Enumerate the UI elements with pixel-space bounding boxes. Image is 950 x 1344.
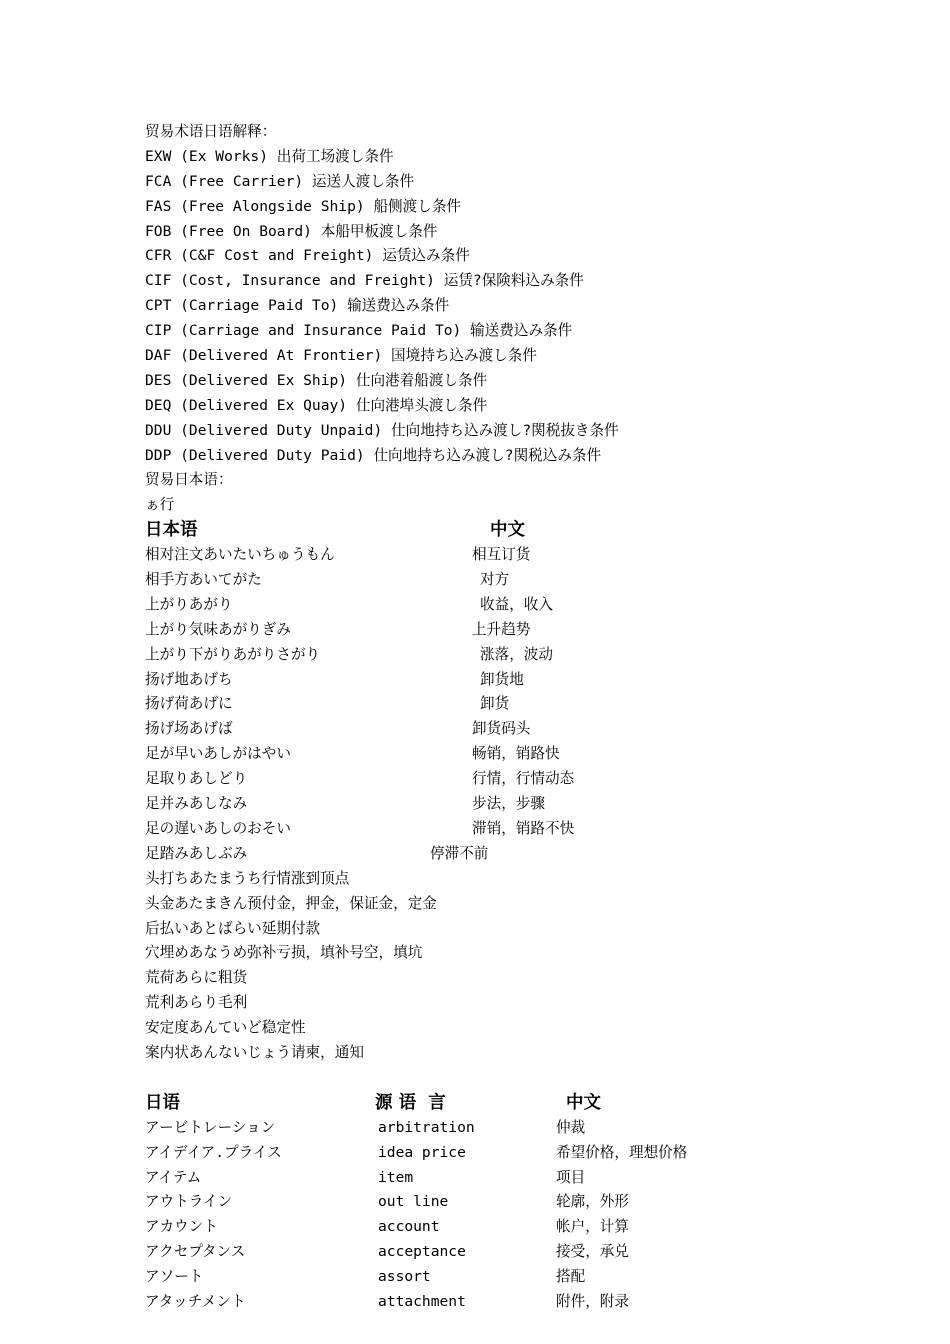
incoterm-line: DDP (Delivered Duty Paid) 仕向地持ち込み渡し?関税込み条件 bbox=[145, 446, 602, 464]
term-source: arbitration bbox=[378, 1118, 475, 1136]
list-item: 案内状あんないじょう请柬，通知 bbox=[145, 1043, 364, 1061]
term-japanese: アウトライン bbox=[145, 1193, 233, 1211]
incoterm-line: CPT (Carriage Paid To) 输送费込み条件 bbox=[145, 297, 450, 315]
term-japanese: 上がりあがり bbox=[145, 595, 233, 613]
term-japanese: アイデイア.プライス bbox=[145, 1143, 282, 1161]
term-chinese: 附件，附录 bbox=[556, 1292, 629, 1310]
table-row bbox=[145, 543, 865, 568]
term-chinese: 接受，承兑 bbox=[556, 1243, 629, 1261]
header-japanese: 日本语 bbox=[145, 520, 198, 541]
table-row bbox=[145, 692, 865, 717]
term-chinese: 收益，收入 bbox=[480, 595, 553, 613]
term-japanese: アカウント bbox=[145, 1218, 218, 1236]
table-row bbox=[145, 817, 865, 842]
term-chinese: 滞销，销路不快 bbox=[472, 819, 575, 837]
loanword-table-header bbox=[145, 1091, 865, 1116]
term-japanese: アタッチメント bbox=[145, 1292, 246, 1310]
table-row bbox=[145, 618, 865, 643]
incoterm-line: CFR (C&F Cost and Freight) 运赁込み条件 bbox=[145, 247, 470, 265]
term-chinese: 搭配 bbox=[556, 1268, 586, 1286]
incoterm-line: CIF (Cost, Insurance and Freight) 运赁?保険料込み条件 bbox=[145, 272, 584, 290]
list-item: 头金あたまきん预付金，押金，保证金，定金 bbox=[145, 894, 437, 912]
incoterm-line: FCA (Free Carrier) 运送人渡し条件 bbox=[145, 172, 415, 190]
term-japanese: アイテム bbox=[145, 1168, 202, 1186]
table-row bbox=[145, 792, 865, 817]
table-row bbox=[145, 568, 865, 593]
term-chinese: 卸货码头 bbox=[472, 720, 531, 738]
term-chinese: 卸货 bbox=[480, 695, 510, 713]
term-chinese: 对方 bbox=[480, 571, 510, 589]
term-japanese: 足并みあしなみ bbox=[145, 795, 248, 813]
table-row bbox=[145, 1166, 865, 1191]
incoterm-line: FAS (Free Alongside Ship) 船侧渡し条件 bbox=[145, 197, 462, 215]
header-source-language: 源 语 言 bbox=[375, 1092, 446, 1113]
term-source: item bbox=[378, 1168, 414, 1186]
table-row bbox=[145, 668, 865, 693]
term-japanese: 相手方あいてがた bbox=[145, 571, 262, 589]
header-chinese: 中文 bbox=[566, 1092, 601, 1113]
term-source: idea price bbox=[378, 1143, 466, 1161]
list-item: 穴埋めあなうめ弥补亏损，填补号空，填坑 bbox=[145, 944, 423, 962]
term-japanese: 足の遅いあしのおそい bbox=[145, 819, 291, 837]
term-chinese: 仲裁 bbox=[556, 1118, 586, 1136]
table-row bbox=[145, 767, 865, 792]
loanword-table-body bbox=[145, 1116, 865, 1315]
term-japanese: 足取りあしどり bbox=[145, 770, 248, 788]
term-japanese: 上がり下がりあがりさがり bbox=[145, 645, 321, 663]
term-japanese: 相对注文あいたいちゅうもん bbox=[145, 546, 335, 564]
intro-title: 贸易术语日语解释： bbox=[145, 123, 277, 140]
incoterm-line: DAF (Delivered At Frontier) 国境持ち込み渡し条件 bbox=[145, 347, 537, 365]
term-chinese: 项目 bbox=[556, 1168, 586, 1186]
table-row bbox=[145, 1240, 865, 1265]
glossary-table-header bbox=[145, 518, 865, 543]
table-row bbox=[145, 1116, 865, 1141]
term-chinese: 行情，行情动态 bbox=[472, 770, 575, 788]
term-chinese: 卸货地 bbox=[480, 670, 524, 688]
term-japanese: 足が早いあしがはやい bbox=[145, 745, 291, 763]
incoterm-line: DDU (Delivered Duty Unpaid) 仕向地持ち込み渡し?関税抜き条件 bbox=[145, 421, 619, 439]
term-chinese: 相互订货 bbox=[472, 546, 531, 564]
term-japanese: アソート bbox=[145, 1268, 204, 1286]
term-chinese: 畅销，销路快 bbox=[472, 745, 560, 763]
list-item: 后払いあとばらい延期付款 bbox=[145, 919, 321, 937]
section-heading-a: ぁ行 bbox=[145, 496, 175, 514]
incoterm-line: DES (Delivered Ex Ship) 仕向港着船渡し条件 bbox=[145, 371, 488, 389]
table-row bbox=[145, 842, 865, 867]
incoterm-line: DEQ (Delivered Ex Quay) 仕向港埠头渡し条件 bbox=[145, 396, 488, 414]
incoterms-list bbox=[145, 145, 865, 469]
term-chinese: 希望价格，理想价格 bbox=[556, 1143, 688, 1161]
term-chinese: 停滞不前 bbox=[430, 844, 489, 862]
incoterm-line: CIP (Carriage and Insurance Paid To) 输送费込み条件 bbox=[145, 322, 573, 340]
list-item: 安定度あんていど稳定性 bbox=[145, 1019, 306, 1037]
list-item: 荒荷あらに粗货 bbox=[145, 969, 248, 987]
trade-japanese-title: 贸易日本语： bbox=[145, 471, 233, 489]
term-japanese: アービトレーション bbox=[145, 1118, 276, 1136]
term-source: assort bbox=[378, 1268, 431, 1286]
term-japanese: アクセプタンス bbox=[145, 1243, 246, 1261]
list-item: 荒利あらり毛利 bbox=[145, 994, 248, 1012]
table-row bbox=[145, 1265, 865, 1290]
header-japanese: 日语 bbox=[145, 1092, 180, 1113]
table-row bbox=[145, 1290, 865, 1315]
term-japanese: 扬げ场あげば bbox=[145, 720, 233, 738]
term-japanese: 上がり気味あがりぎみ bbox=[145, 620, 291, 638]
table-row bbox=[145, 593, 865, 618]
term-japanese: 足踏みあしぶみ bbox=[145, 844, 248, 862]
term-chinese: 涨落，波动 bbox=[480, 645, 553, 663]
term-source: account bbox=[378, 1218, 440, 1236]
incoterm-line: FOB (Free On Board) 本船甲板渡し条件 bbox=[145, 222, 438, 240]
term-japanese: 扬げ荷あげに bbox=[145, 695, 233, 713]
list-item: 头打ちあたまうち行情涨到顶点 bbox=[145, 869, 350, 887]
glossary-table-body bbox=[145, 543, 865, 867]
document-page bbox=[145, 120, 865, 1315]
term-japanese: 扬げ地あげち bbox=[145, 670, 233, 688]
term-source: out line bbox=[378, 1193, 449, 1211]
table-row bbox=[145, 1141, 865, 1166]
term-source: acceptance bbox=[378, 1243, 466, 1261]
table-row bbox=[145, 1215, 865, 1240]
term-chinese: 上升趋势 bbox=[472, 620, 531, 638]
table-row bbox=[145, 717, 865, 742]
table-row bbox=[145, 742, 865, 767]
term-chinese: 步法，步骤 bbox=[472, 795, 545, 813]
table-row bbox=[145, 643, 865, 668]
header-chinese: 中文 bbox=[490, 520, 525, 541]
incoterm-line: EXW (Ex Works) 出荷工场渡し条件 bbox=[145, 147, 394, 165]
table-row bbox=[145, 1190, 865, 1215]
term-chinese: 轮廓，外形 bbox=[556, 1193, 629, 1211]
plain-glossary-list bbox=[145, 867, 865, 1066]
spacer bbox=[145, 1066, 865, 1091]
term-source: attachment bbox=[378, 1292, 466, 1310]
term-chinese: 帐户，计算 bbox=[556, 1218, 629, 1236]
